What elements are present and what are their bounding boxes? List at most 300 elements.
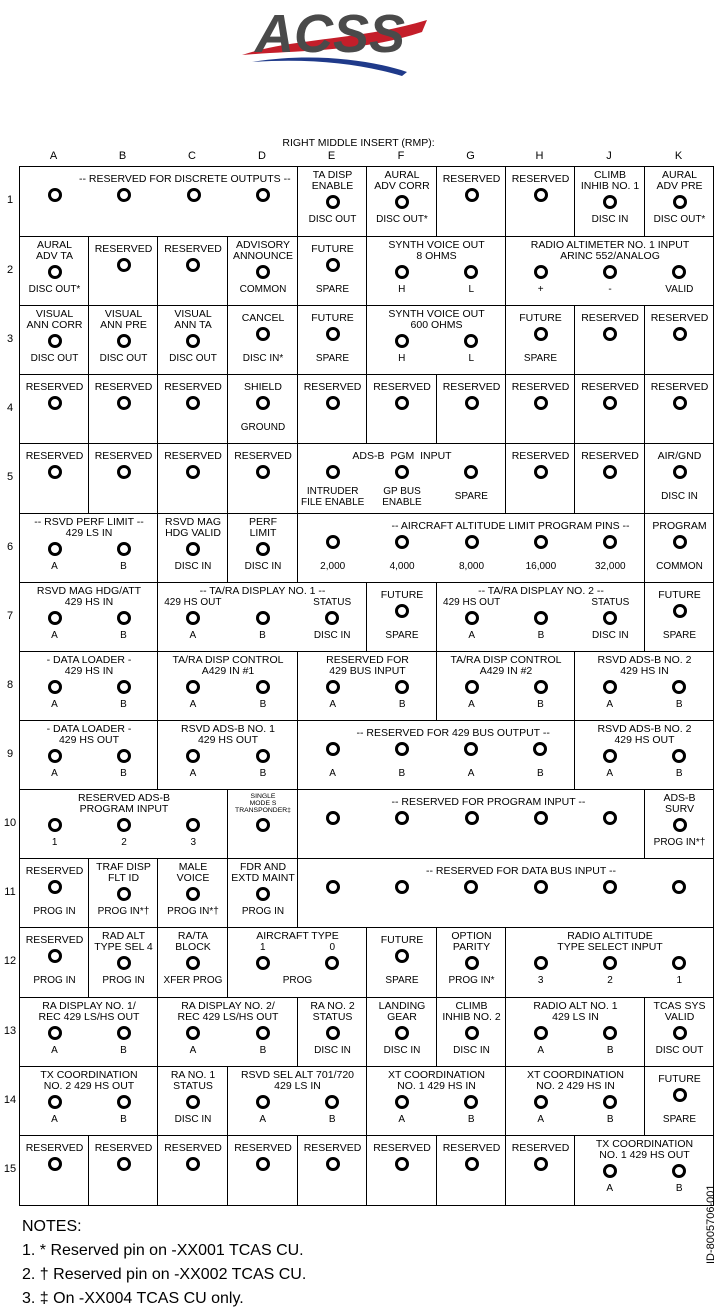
cell-label: RESERVED	[373, 381, 431, 393]
connector-cell	[19, 997, 158, 1067]
pin-signal-label: B	[675, 699, 683, 710]
pin-socket	[673, 604, 687, 618]
pin-socket	[603, 611, 617, 625]
pin-socket	[186, 611, 200, 625]
cell-label: RESERVED	[650, 312, 709, 324]
pin-socket	[464, 334, 478, 348]
pin-socket	[186, 749, 200, 763]
pin-socket	[117, 396, 131, 410]
pin-socket	[325, 611, 339, 625]
pin-top-label: 429 HS OUT	[443, 597, 501, 608]
cell-label: CLIMB INHIB NO. 2	[442, 1000, 501, 1023]
cell-label: RSVD ADS-B NO. 1 429 HS OUT	[181, 723, 275, 746]
pin-socket	[117, 611, 131, 625]
document-id: ID-8005706-001	[705, 1184, 717, 1264]
pin-socket	[256, 611, 270, 625]
cell-label: -- RESERVED FOR PROGRAM INPUT --	[391, 796, 586, 808]
pin-signal-label: SPARE	[662, 630, 697, 641]
cell-label: RESERVED	[511, 1142, 570, 1154]
pin-signal-label: DISC IN	[453, 1045, 490, 1056]
pin-signal-label: DISC OUT	[655, 1045, 704, 1056]
cell-label: RESERVED	[303, 1142, 362, 1154]
pin-socket	[256, 818, 270, 832]
pin-socket	[395, 1095, 409, 1109]
cell-label: RESERVED	[25, 1142, 84, 1154]
pin-socket	[117, 1026, 131, 1040]
notes-block	[22, 1215, 306, 1311]
cell-label: RESERVED	[164, 450, 222, 462]
pin-socket	[48, 188, 62, 202]
cell-label: -- TA/RA DISPLAY NO. 2 --	[478, 585, 604, 597]
cell-label: RA NO. 2 STATUS	[310, 1000, 355, 1023]
pin-socket	[48, 542, 62, 556]
pin-socket	[48, 680, 62, 694]
column-letter-a: A	[49, 150, 58, 162]
pin-signal-label: DISC IN	[174, 561, 212, 572]
cell-label: -- RESERVED FOR DISCRETE OUTPUTS --	[79, 173, 291, 185]
pin-signal-label: A	[468, 699, 475, 710]
pin-socket	[395, 742, 409, 756]
pin-signal-label: A	[189, 768, 197, 779]
pin-signal-label: COMMON	[656, 561, 703, 572]
pin-signal-label: B	[259, 699, 267, 710]
pin-socket	[186, 1095, 200, 1109]
pin-socket	[534, 1157, 548, 1171]
pin-socket	[395, 604, 409, 618]
pin-socket	[465, 1157, 479, 1171]
pin-socket	[395, 1157, 409, 1171]
connector-cell	[227, 858, 298, 928]
connector-cell	[505, 236, 714, 306]
pin-socket	[48, 1157, 62, 1171]
cell-label: LANDING GEAR	[378, 1000, 426, 1023]
pin-socket	[673, 327, 687, 341]
pin-socket	[603, 396, 617, 410]
cell-label: RESERVED	[650, 381, 709, 393]
pin-signal-label: B	[120, 561, 127, 572]
cell-label: RESERVED	[581, 450, 639, 462]
pin-socket	[256, 1095, 270, 1109]
pin-signal-label: A	[606, 699, 614, 710]
cell-label: TX COORDINATION NO. 1 429 HS OUT	[595, 1138, 694, 1161]
pin-signal-label: PROG IN	[33, 975, 76, 986]
pin-signal-label: B	[259, 1045, 267, 1056]
pin-socket	[673, 535, 687, 549]
pin-socket	[117, 542, 131, 556]
pin-socket	[465, 611, 479, 625]
cell-label: RESERVED	[234, 450, 292, 462]
connector-cell	[366, 1066, 506, 1136]
cell-label: FUTURE	[380, 934, 424, 946]
pin-socket	[117, 258, 131, 272]
pin-signal-label: B	[259, 768, 267, 779]
cell-label: -- TA/RA DISPLAY NO. 1 --	[199, 585, 326, 597]
pin-socket	[326, 811, 340, 825]
connector-cell	[574, 1135, 714, 1206]
cell-label: XT COORDINATION NO. 1 429 HS IN	[387, 1069, 486, 1092]
column-letter-d: D	[258, 150, 266, 162]
cell-label: ADS-B SURV	[663, 792, 696, 815]
pin-socket	[534, 880, 548, 894]
pin-socket	[672, 265, 686, 279]
pin-socket	[672, 880, 686, 894]
pin-signal-label: DISC IN*	[242, 353, 284, 364]
pin-signal-label: B	[120, 699, 127, 710]
cell-label: PROGRAM	[652, 520, 707, 532]
connector-cell	[574, 651, 714, 721]
connector-cell	[157, 720, 298, 790]
cell-label: RESERVED	[511, 381, 570, 393]
pin-socket	[673, 396, 687, 410]
pin-socket	[256, 1157, 270, 1171]
pin-socket	[534, 396, 548, 410]
cell-label: RA DISPLAY NO. 2/ REC 429 LS/HS OUT	[177, 1000, 279, 1023]
column-letter-k: K	[674, 150, 683, 162]
row-number-15: 15	[3, 1163, 17, 1175]
connector-cell	[644, 582, 714, 652]
pin-signal-label: B	[120, 1045, 127, 1056]
pin-signal-label: SPARE	[385, 975, 419, 986]
cell-label: RSVD ADS-B NO. 2 429 HS OUT	[597, 723, 692, 746]
pin-socket	[603, 1095, 617, 1109]
pin-signal-label: B	[606, 1045, 614, 1056]
row-number-13: 13	[3, 1024, 17, 1037]
pin-signal-label: 16,000	[525, 561, 557, 572]
pin-socket	[603, 956, 617, 970]
pin-socket	[186, 465, 200, 479]
cell-label: RESERVED	[581, 381, 639, 393]
pin-signal-label: DISC IN	[661, 491, 698, 502]
pin-socket	[533, 742, 547, 756]
cell-label: FUTURE	[311, 312, 354, 324]
cell-label: RESERVED	[164, 381, 222, 393]
pin-socket	[673, 465, 687, 479]
pin-socket	[603, 195, 617, 209]
pin-signal-label: A	[398, 1114, 406, 1125]
pin-socket	[534, 265, 548, 279]
pin-socket	[603, 465, 617, 479]
cell-bottom-label: PROG	[282, 975, 313, 986]
pin-socket	[117, 749, 131, 763]
cell-label: RESERVED ADS-B PROGRAM INPUT	[77, 792, 170, 815]
pin-signal-label: DISC IN	[383, 1045, 421, 1056]
pin-signal-label: A	[51, 768, 58, 779]
pin-signal-label: 8,000	[458, 561, 485, 572]
pin-signal-label: 1	[676, 975, 683, 986]
cell-label: RESERVED	[581, 312, 639, 324]
cell-label: RESERVED	[442, 381, 501, 393]
cell-label: RESERVED	[442, 173, 501, 185]
cell-label: RA DISPLAY NO. 1/ REC 429 LS/HS OUT	[38, 1000, 140, 1023]
connector-cell	[644, 305, 714, 375]
pin-signal-label: A	[51, 630, 58, 641]
cell-label: RESERVED	[94, 381, 153, 393]
row-number-4: 4	[6, 401, 14, 414]
cell-label: AURAL ADV CORR	[374, 169, 430, 192]
pin-signal-label: 2,000	[320, 561, 346, 572]
pin-socket	[186, 334, 200, 348]
pin-signal-label: A	[468, 630, 475, 641]
pin-socket	[534, 535, 548, 549]
pin-top-label: 429 HS OUT	[164, 597, 222, 608]
connector-cell	[574, 720, 714, 790]
pin-signal-label: A	[606, 768, 614, 779]
cell-label: RESERVED	[94, 243, 153, 255]
connector-cell	[644, 166, 714, 237]
pin-signal-label: A	[189, 699, 197, 710]
connector-cell	[19, 651, 158, 721]
cell-label: VISUAL ANN TA	[174, 308, 212, 331]
note-item: 3. ‡ On -XX004 TCAS CU only.	[22, 1290, 244, 1307]
column-letter-f: F	[397, 150, 405, 162]
pin-signal-label: 3	[190, 837, 197, 848]
pin-socket	[603, 880, 617, 894]
pin-socket	[117, 334, 131, 348]
cell-label: RADIO ALTIMETER NO. 1 INPUT ARINC 552/ANALOG	[530, 239, 690, 262]
row-number-14: 14	[3, 1093, 17, 1106]
cell-label: RESERVED	[25, 381, 84, 393]
pin-signal-label: A	[467, 768, 475, 779]
pin-signal-label: B	[467, 1114, 475, 1125]
pin-socket	[672, 956, 686, 970]
pin-signal-label: -	[608, 284, 612, 295]
cell-label: FUTURE	[380, 589, 424, 601]
pin-socket	[117, 188, 131, 202]
connector-cell	[19, 720, 158, 790]
pin-signal-label: PROG IN*	[448, 975, 495, 986]
pin-signal-label: B	[120, 1114, 127, 1125]
cell-label: RESERVED	[164, 243, 222, 255]
row-number-12: 12	[3, 955, 17, 967]
pin-signal-label: DISC OUT	[99, 353, 148, 364]
note-item: 2. † Reserved pin on -XX002 TCAS CU.	[22, 1266, 307, 1283]
cell-label: VISUAL ANN PRE	[100, 308, 147, 331]
cell-label: AURAL ADV TA	[36, 239, 73, 262]
row-number-9: 9	[6, 747, 14, 760]
cell-label: RESERVED	[164, 1142, 222, 1154]
cell-label: -- RESERVED FOR 429 BUS OUTPUT --	[356, 727, 550, 739]
pin-socket	[603, 680, 617, 694]
pin-socket	[48, 265, 62, 279]
cell-label: TA/RA DISP CONTROL A429 IN #1	[172, 654, 284, 677]
cell-label: RESERVED	[373, 1142, 431, 1154]
column-letter-g: G	[466, 150, 475, 162]
cell-label: ADS-B PGM INPUT	[352, 450, 452, 462]
row-number-7: 7	[6, 609, 14, 622]
cell-label: XT COORDINATION NO. 2 429 HS IN	[526, 1069, 625, 1092]
cell-label: MALE VOICE	[176, 861, 210, 884]
pin-signal-label: DISC IN	[591, 630, 629, 641]
pin-socket	[117, 680, 131, 694]
cell-label: RESERVED	[442, 1142, 501, 1154]
pin-socket	[256, 396, 270, 410]
pin-socket	[464, 265, 478, 279]
pin-signal-label: 4,000	[389, 561, 415, 572]
cell-label: RA/TA BLOCK	[175, 930, 211, 953]
column-letter-e: E	[327, 150, 336, 162]
pin-socket	[186, 956, 200, 970]
cell-label: TA DISP ENABLE	[311, 169, 354, 192]
pin-signal-label: DISC IN	[174, 1114, 212, 1125]
connector-cell	[366, 582, 437, 652]
pin-signal-label: B	[537, 768, 544, 779]
pin-signal-label: DISC OUT*	[653, 214, 706, 225]
column-letter-h: H	[535, 150, 544, 162]
cell-label: FUTURE	[658, 589, 701, 601]
pin-signal-label: SPARE	[523, 353, 558, 364]
cell-label: AIR/GND	[657, 450, 702, 462]
pin-signal-label: SPARE	[315, 284, 350, 295]
pin-socket	[48, 396, 62, 410]
connector-cell	[505, 927, 714, 998]
pin-signal-label: PROG IN	[102, 975, 145, 986]
pin-socket	[326, 465, 340, 479]
pin-socket	[256, 956, 270, 970]
pin-socket	[117, 956, 131, 970]
pin-socket	[465, 535, 479, 549]
pin-signal-label: 2	[607, 975, 613, 986]
pin-socket	[603, 1026, 617, 1040]
cell-label: RSVD MAG HDG/ATT 429 HS IN	[36, 585, 142, 608]
cell-label: FUTURE	[519, 312, 562, 324]
pin-socket	[672, 1164, 686, 1178]
pin-signal-label: PROG IN*†	[97, 906, 150, 917]
connector-cell	[644, 374, 714, 444]
pin-signal-label: H	[398, 284, 406, 295]
cell-label: FDR AND EXTD MAINT	[231, 861, 295, 884]
cell-label: CLIMB INHIB NO. 1	[580, 169, 640, 192]
pin-signal-label: A	[606, 1183, 614, 1194]
pin-socket	[673, 1088, 687, 1102]
connector-cell	[644, 513, 714, 583]
pin-signal-label: COMMON	[239, 284, 287, 295]
cell-label: RSVD SEL ALT 701/720 429 LS IN	[240, 1069, 355, 1092]
pin-signal-label: B	[675, 1183, 683, 1194]
pin-socket	[256, 327, 270, 341]
pin-top-label: STATUS	[591, 597, 630, 608]
pin-signal-label: XFER PROG	[163, 975, 223, 986]
cell-label: -- RESERVED FOR DATA BUS INPUT --	[426, 865, 616, 877]
column-letter-j: J	[606, 150, 612, 162]
row-number-3: 3	[6, 332, 14, 345]
connector-cell	[436, 927, 506, 998]
pin-socket	[395, 334, 409, 348]
pin-socket	[326, 742, 340, 756]
pin-signal-label: B	[675, 768, 683, 779]
cell-label: PERF LIMIT	[248, 516, 277, 539]
pin-socket	[603, 749, 617, 763]
pin-signal-label: GP BUS ENABLE	[382, 486, 422, 508]
connector-cell	[297, 789, 645, 859]
pin-socket	[395, 195, 409, 209]
connector-cell	[297, 720, 575, 790]
connector-cell	[644, 789, 714, 859]
pin-signal-label: A	[537, 1114, 545, 1125]
pin-socket	[48, 1095, 62, 1109]
pin-signal-label: B	[120, 768, 127, 779]
pin-signal-label: B	[259, 630, 266, 641]
pin-socket	[325, 956, 339, 970]
pin-socket	[256, 749, 270, 763]
pin-socket	[603, 1164, 617, 1178]
connector-cell	[19, 582, 158, 652]
cell-label: RA NO. 1 STATUS	[170, 1069, 216, 1092]
pin-socket	[326, 1157, 340, 1171]
pin-socket	[534, 1026, 548, 1040]
pin-socket	[464, 742, 478, 756]
pin-socket	[464, 1095, 478, 1109]
pin-socket	[256, 1026, 270, 1040]
connector-cell	[297, 858, 714, 928]
pin-signal-label: A	[51, 561, 58, 572]
cell-label: RESERVED	[25, 450, 84, 462]
pin-signal-label: A	[329, 768, 336, 779]
cell-label: - DATA LOADER - 429 HS OUT	[46, 723, 132, 746]
pin-signal-label: DISC OUT	[169, 353, 217, 364]
cell-label: TRAF DISP FLT ID	[96, 861, 151, 884]
row-number-5: 5	[6, 471, 14, 483]
connector-cell	[297, 651, 437, 721]
pin-signal-label: 1	[51, 837, 58, 848]
connector-cell	[644, 997, 714, 1067]
cell-label: RESERVED	[511, 450, 570, 462]
pin-signal-label: 3	[537, 975, 544, 986]
cell-label: RESERVED	[94, 1142, 153, 1154]
pin-signal-label: B	[120, 630, 127, 641]
pin-signal-label: H	[398, 353, 406, 364]
pin-signal-label: DISC IN	[314, 1045, 351, 1056]
pin-socket	[326, 195, 340, 209]
pin-socket	[395, 465, 409, 479]
pin-signal-label: A	[51, 699, 58, 710]
cell-label: RESERVED FOR 429 BUS INPUT	[326, 654, 409, 677]
pin-socket	[117, 1157, 131, 1171]
pin-signal-label: B	[328, 1114, 336, 1125]
cell-label: RSVD MAG HDG VALID	[164, 516, 221, 539]
row-number-6: 6	[6, 540, 14, 553]
pin-signal-label: DISC OUT	[30, 353, 79, 364]
pin-socket	[186, 1026, 200, 1040]
row-number-10: 10	[3, 816, 17, 829]
pin-signal-label: L	[468, 284, 475, 295]
pin-socket	[464, 465, 478, 479]
pin-socket	[465, 396, 479, 410]
cell-label: SYNTH VOICE OUT 8 OHMS	[388, 239, 485, 262]
pin-socket	[186, 887, 200, 901]
cell-label: AIRCRAFT TYPE	[256, 930, 339, 942]
pin-socket	[673, 1026, 687, 1040]
pin-socket	[256, 680, 270, 694]
column-letter-b: B	[118, 150, 127, 162]
pin-signal-label: A	[51, 1045, 58, 1056]
pin-signal-label: GROUND	[240, 422, 286, 433]
cell-label: SHIELD	[244, 381, 282, 393]
pin-socket	[48, 818, 62, 832]
pin-socket	[187, 188, 201, 202]
pin-socket	[395, 880, 409, 894]
cell-label: SINGLE MODE S TRANSPONDER‡	[235, 793, 291, 814]
row-number-1: 1	[6, 194, 14, 206]
pin-signal-label: PROG IN*†	[653, 837, 706, 848]
pin-signal-label: SPARE	[315, 353, 350, 364]
pin-socket	[673, 195, 687, 209]
pin-socket	[186, 1157, 200, 1171]
pin-socket	[395, 396, 409, 410]
pin-socket	[256, 887, 270, 901]
cell-label: RESERVED	[25, 865, 84, 877]
pin-socket	[534, 1095, 548, 1109]
row-number-2: 2	[6, 263, 14, 276]
